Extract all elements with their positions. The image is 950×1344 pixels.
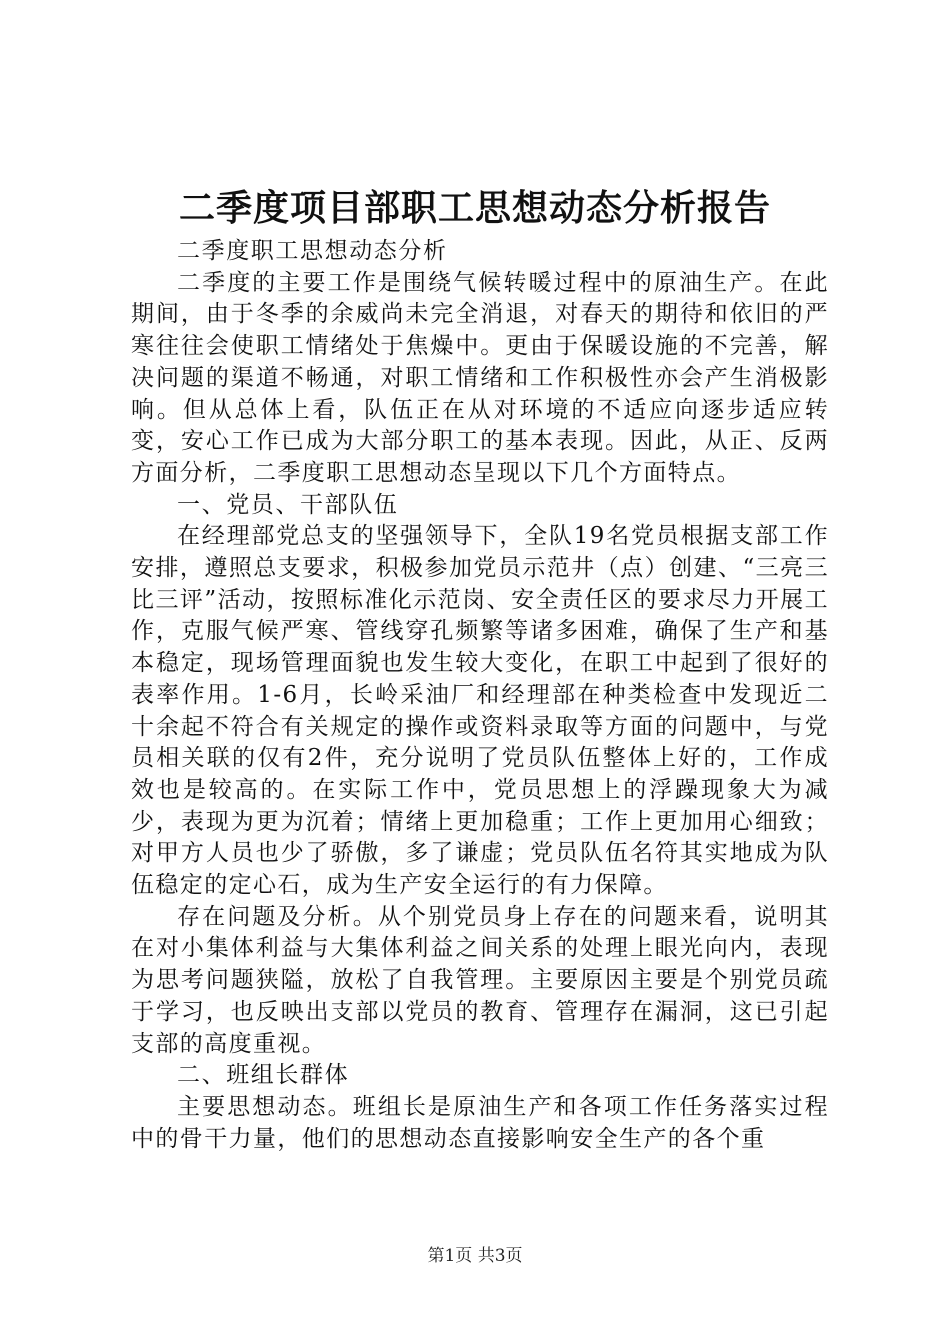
document-title: 二季度项目部职工思想动态分析报告 (178, 187, 771, 229)
document-body (131, 236, 829, 1155)
team-leaders-paragraph: 主要思想动态。班组长是原油生产和各项工作任务落实过程中的骨干力量，他们的思想动态直接影响安全生产的各个重 (131, 1093, 829, 1152)
section-heading-team-leaders: 二、班组长群体 (177, 1062, 350, 1089)
section-subtitle: 二季度职工思想动态分析 (177, 238, 448, 264)
page-footer (0, 1244, 950, 1268)
page-number: 第1页 (427, 1246, 473, 1266)
problems-analysis-paragraph: 存在问题及分析。从个别党员身上存在的问题来看，说明其在对小集体利益与大集体利益之间关系的处理上眼光向内，表现为思考问题狭隘，放松了自我管理。主要原因主要是个别党员疏于学习，也反映出支部以党员的教育、管理存在漏洞，这已引起支部的高度重视。 (131, 903, 829, 1057)
page-total: 共3页 (477, 1246, 523, 1266)
section-heading-party-members: 一、党员、干部队伍 (177, 491, 399, 518)
party-members-paragraph: 在经理部党总支的坚强领导下，全队19名党员根据支部工作安排，遵照总支要求，积极参加党员示范井（点）创建、“三亮三比三评”活动，按照标准化示范岗、安全责任区的要求尽力开展工作，克服气候严寒、管线穿孔频繁等诸多困难，确保了生产和基本稳定，现场管理面貌也发生较大变化，在职工中起到了很好的表率作用。1-6月，长岭采油厂和经理部在种类检查中发现近二十余起不符合有关规定的操作或资料录取等方面的问题中，与党员相关联的仅有2件，充分说明了党员队伍整体上好的，工作成效也是较高的。在实际工作中，党员思想上的浮躁现象大为减少，表现为更为沉着；情绪上更加稳重；工作上更加用心细致；对甲方人员也少了骄傲，多了谦虚；党员队伍名符其实地成为队伍稳定的定心石，成为生产安全运行的有力保障。 (131, 523, 829, 899)
intro-paragraph: 二季度的主要工作是围绕气候转暖过程中的原油生产。在此期间，由于冬季的余威尚未完全消退，对春天的期待和依旧的严寒往往会使职工情绪处于焦燥中。更由于保暖设施的不完善，解决问题的渠道不畅通，对职工情绪和工作积极性亦会产生消极影响。但从总体上看，队伍正在从对环境的不适应向逐步适应转变，安心工作已成为大部分职工的基本表现。因此，从正、反两方面分析，二季度职工思想动态呈现以下几个方面特点。 (131, 269, 829, 486)
